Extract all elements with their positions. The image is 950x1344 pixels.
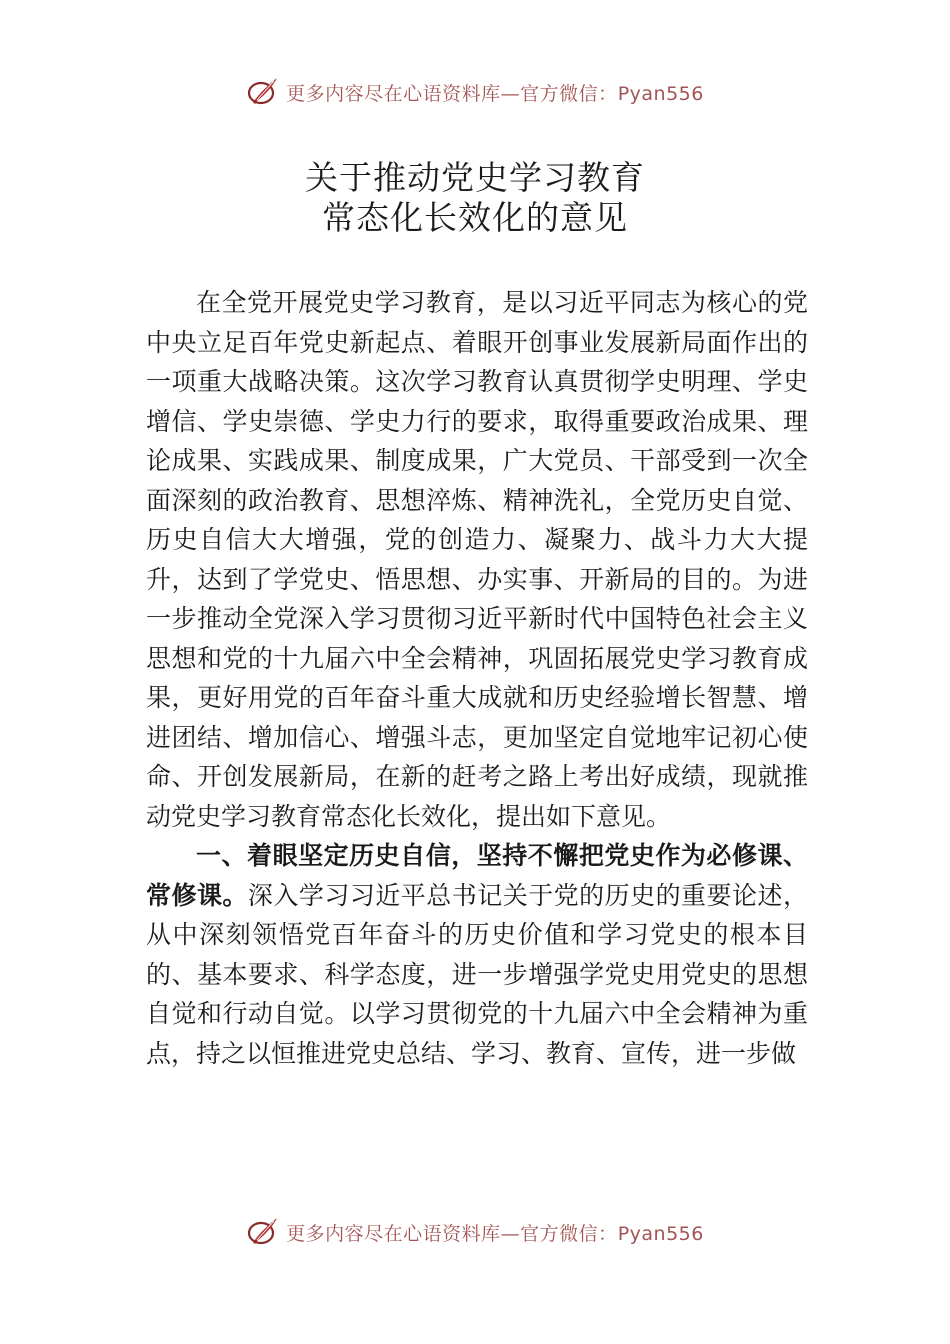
watermark-banner-top	[0, 72, 950, 112]
watermark-text: 更多内容尽在心语资料库—官方微信：Pyan556	[286, 1222, 704, 1245]
document-body	[146, 283, 808, 1073]
watermark-banner-bottom	[0, 1212, 950, 1252]
intro-paragraph: 在全党开展党史学习教育，是以习近平同志为核心的党中央立足百年党史新起点、着眼开创事业发展新局面作出的一项重大战略决策。这次学习教育认真贯彻学史明理、学史增信、学史崇德、学史力行的要求，取得重要政治成果、理论成果、实践成果、制度成果，广大党员、干部受到一次全面深刻的政治教育、思想淬炼、精神洗礼，全党历史自觉、历史自信大大增强，党的创造力、凝聚力、战斗力大大提升，达到了学党史、悟思想、办实事、开新局的目的。为进一步推动全党深入学习贯彻习近平新时代中国特色社会主义思想和党的十九届六中全会精神，巩固拓展党史学习教育成果，更好用党的百年奋斗重大成就和历史经验增长智慧、增进团结、增加信心、增强斗志，更加坚定自觉地牢记初心使命、开创发展新局，在新的赶考之路上考出好成绩，现就推动党史学习教育常态化长效化，提出如下意见。	[146, 288, 808, 831]
quill-pen-logo-icon	[246, 75, 280, 109]
title-line-1: 关于推动党史学习教育	[305, 158, 645, 197]
section-1-heading: 一、着眼坚定历史自信，坚持不懈把党史作为必修课、常修课。	[146, 841, 808, 910]
section-1-body: 深入学习习近平总书记关于党的历史的重要论述，从中深刻领悟党百年奋斗的历史价值和学习党史的根本目的、基本要求、科学态度，进一步增强学党史用党史的思想自觉和行动自觉。以学习贯彻党的十九届六中全会精神为重点，持之以恒推进党史总结、学习、教育、宣传，进一步做	[146, 880, 808, 1068]
quill-pen-logo-icon	[246, 1215, 280, 1249]
watermark-text: 更多内容尽在心语资料库—官方微信：Pyan556	[286, 82, 704, 105]
section-1-paragraph	[146, 836, 808, 1073]
title-line-2: 常态化长效化的意见	[322, 198, 628, 237]
document-title	[0, 158, 950, 238]
